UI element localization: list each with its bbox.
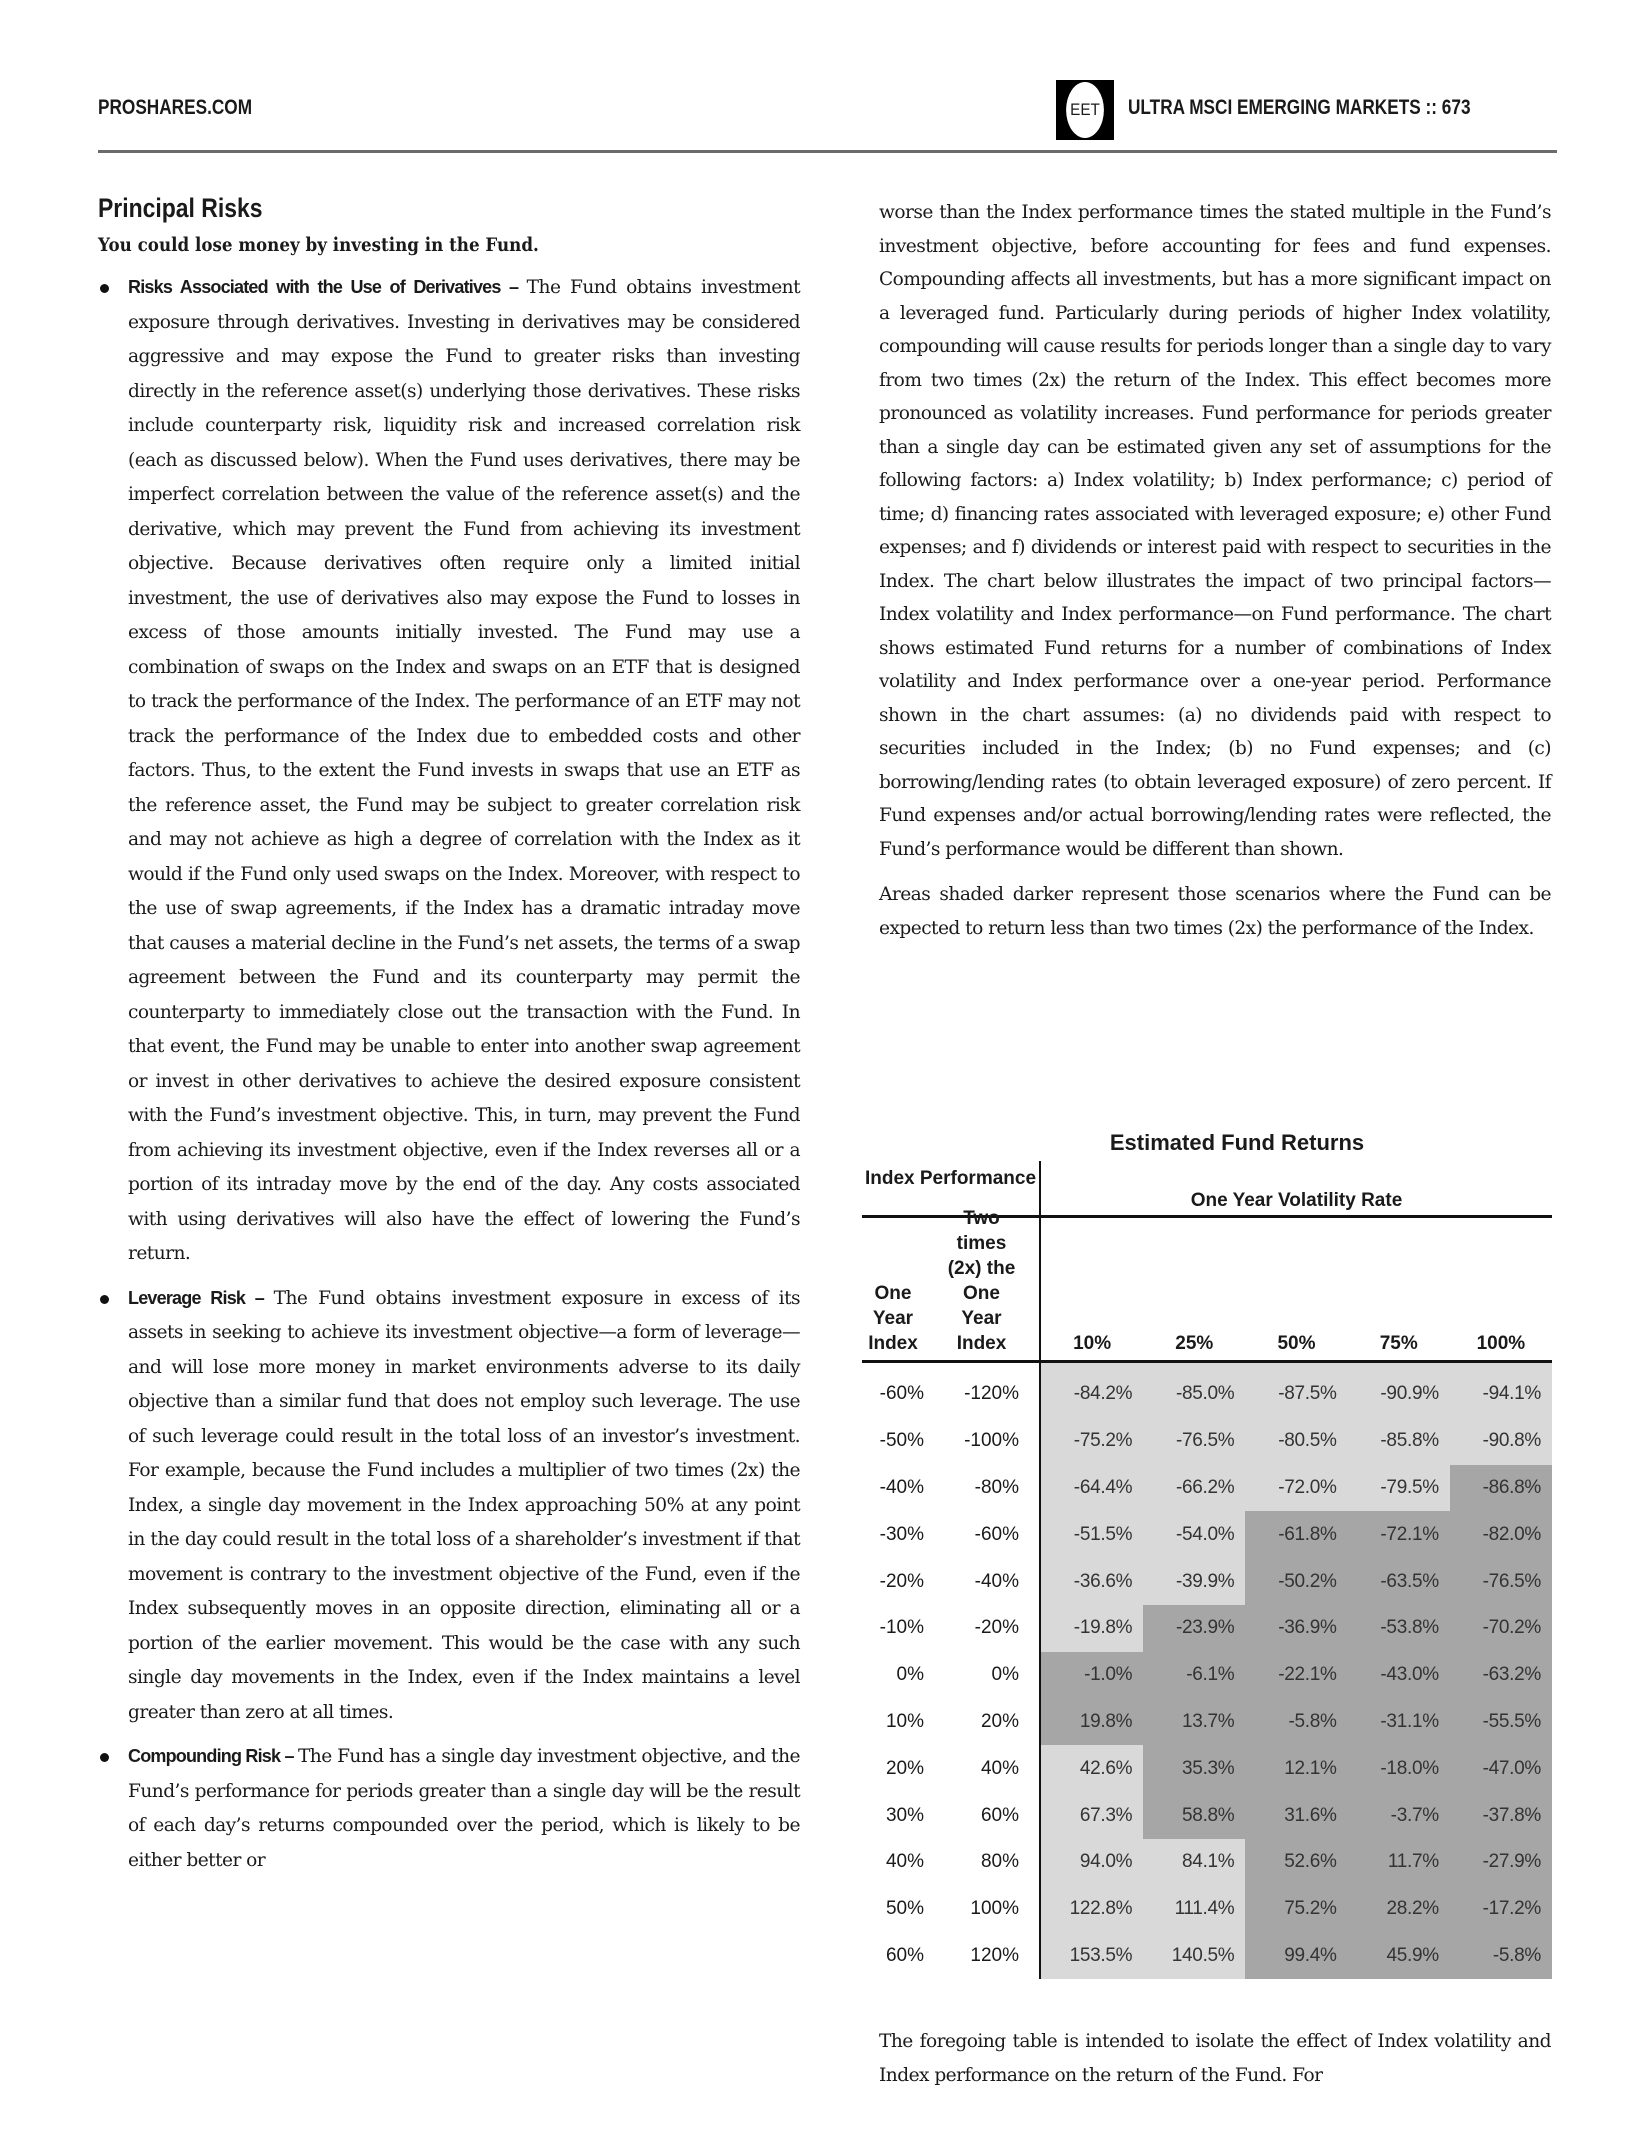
estimated-return-cell: 45.9% <box>1348 1933 1450 1980</box>
col-header-line: One <box>874 1283 912 1304</box>
compounding-paragraph: worse than the Index performance times the stated multiple in the Fund’s investment objective, before accounting for fees and fund expenses. Compounding affects all investments, but has a more significant impact on a leveraged fund. Particularly during periods of higher Index volatility, compounding will cause results for periods longer than a single day to vary from two times (2x) the return of the Index. This effect becomes more pronounced as volatility increases. Fund performance for periods greater than a single day can be estimated given any set of assumptions for the following factors: a) Index volatility; b) Index performance; c) period of time; d) financing rates associated with leveraged exposure; e) other Fund expenses; and f) dividends or interest paid with respect to securities in the Index. The chart below illustrates the impact of two principal factors—Index volatility and Index performance—on Fund performance. The chart shows estimated Fund returns for a number of combinations of Index volatility and Index performance over a one-year period. Performance shown in the chart assumes: (a) no dividends paid with respect to securities included in the Index; (b) no Fund expenses; and (c) borrowing/lending rates (to obtain leveraged exposure) of zero percent. If Fund expenses and/or actual borrowing/lending rates were reflected, the Fund’s performance would be different than shown. <box>879 202 1551 860</box>
estimated-return-cell: -64.4% <box>1041 1465 1143 1512</box>
one-year-index-cell: 0% <box>896 1664 924 1686</box>
table-row <box>862 1933 1552 1980</box>
col-header-line: Year <box>872 1308 914 1329</box>
col-header-vol-75: 75% <box>1379 1333 1418 1354</box>
estimated-return-cell: -31.1% <box>1348 1699 1450 1746</box>
estimated-return-cell: -3.7% <box>1348 1792 1450 1839</box>
estimated-return-cell: -47.0% <box>1450 1745 1552 1792</box>
one-year-index-cell: -60% <box>879 1383 924 1405</box>
estimated-return-cell: -27.9% <box>1450 1839 1552 1886</box>
two-times-index-cell: 100% <box>924 1886 1041 1933</box>
one-year-index-cell: -10% <box>879 1617 924 1639</box>
left-column <box>98 190 800 1887</box>
risk-item-derivatives <box>98 270 800 1271</box>
section-subtitle: You could lose money by investing in the Fund. <box>98 234 539 256</box>
table-row <box>862 1371 1552 1418</box>
estimated-return-cell: -75.2% <box>1041 1418 1143 1465</box>
one-year-index-cell: 60% <box>885 1944 924 1966</box>
col-header-vol-10: 10% <box>1073 1333 1112 1354</box>
estimated-return-cell: -76.5% <box>1143 1418 1245 1465</box>
two-times-index-cell: -20% <box>924 1605 1041 1652</box>
estimated-return-cell: 58.8% <box>1143 1792 1245 1839</box>
estimated-return-cell: 28.2% <box>1348 1886 1450 1933</box>
col-header-vol-100: 100% <box>1476 1333 1526 1354</box>
estimated-return-cell: -80.5% <box>1245 1418 1347 1465</box>
estimated-return-cell: -53.8% <box>1348 1605 1450 1652</box>
risk-dash: – <box>245 1287 274 1308</box>
table-column-headers <box>862 1208 1552 1363</box>
two-times-index-cell: 0% <box>924 1652 1041 1699</box>
table-row <box>862 1792 1552 1839</box>
table-row <box>862 1652 1552 1699</box>
estimated-return-cell: -86.8% <box>1450 1465 1552 1512</box>
one-year-index-cell: -20% <box>879 1570 924 1592</box>
risk-heading: Leverage Risk <box>128 1287 246 1308</box>
bullet-icon <box>100 284 109 293</box>
col-header-one-year-index <box>862 1281 924 1360</box>
estimated-return-cell: -5.8% <box>1450 1933 1552 1980</box>
two-times-index-cell: 80% <box>924 1839 1041 1886</box>
table-row <box>862 1511 1552 1558</box>
estimated-return-cell: -19.8% <box>1041 1605 1143 1652</box>
estimated-return-cell: 140.5% <box>1143 1933 1245 1980</box>
one-year-index-cell: -50% <box>879 1430 924 1452</box>
risk-item-leverage <box>98 1281 800 1730</box>
risk-dash: – <box>500 277 527 297</box>
risk-dash: – <box>280 1746 298 1766</box>
estimated-return-cell: -43.0% <box>1348 1652 1450 1699</box>
risk-text: The Fund has a single day investment objective, and the Fund’s performance for periods greater than a single day will be the result of each day’s returns compounded over the period, which is likely to be either better or <box>128 1746 800 1871</box>
col-header-line: Two <box>963 1208 1000 1229</box>
table-row <box>862 1699 1552 1746</box>
table-row <box>862 1745 1552 1792</box>
estimated-return-cell: -90.9% <box>1348 1371 1450 1418</box>
one-year-index-cell: 10% <box>885 1710 924 1732</box>
estimated-return-cell: -66.2% <box>1143 1465 1245 1512</box>
estimated-return-cell: -72.1% <box>1348 1511 1450 1558</box>
estimated-return-cell: -85.8% <box>1348 1418 1450 1465</box>
estimated-returns-table <box>862 1125 1552 1979</box>
estimated-return-cell: -36.9% <box>1245 1605 1347 1652</box>
estimated-return-cell: -63.5% <box>1348 1558 1450 1605</box>
shading-note: Areas shaded darker represent those scenarios where the Fund can be expected to return less than two times (2x) the performance of the Index. <box>879 884 1551 939</box>
risk-text: The Fund obtains investment exposure through derivatives. Investing in derivatives may be considered aggressive and may expose the Fund to greater risks than investing directly in the reference asset(s) underlying those derivatives. These risks include counterparty risk, liquidity risk and increased correlation risk (each as discussed below). When the Fund uses derivatives, there may be imperfect correlation between the value of the reference asset(s) and the derivative, which may prevent the Fund from achieving its investment objective. Because derivatives often require only a limited initial investment, the use of derivatives also may expose the Fund to losses in excess of those amounts initially invested. The Fund may use a combination of swaps on the Index and swaps on an ETF that is designed to track the performance of the Index. The performance of an ETF may not track the performance of the Index due to embedded costs and other factors. Thus, to the extent the Fund invests in swaps that use an ETF as the reference asset, the Fund may be subject to greater correlation risk and may not achieve as high a degree of correlation with the Index as it would if the Fund only used swaps on the Index. Moreover, with respect to the use of swap agreements, if the Index has a dramatic intraday move that causes a material decline in the Fund’s net assets, the terms of a swap agreement between the Fund and its counterparty may permit the counterparty to immediately close out the transaction with the Fund. In that event, the Fund may be unable to enter into another swap agreement or invest in other derivatives to achieve the desired exposure consistent with the Fund’s investment objective. This, in turn, may prevent the Fund from achieving its investment objective, even if the Index reverses all or a portion of its intraday move by the end of the day. Any costs associated with using derivatives will also have the effect of lowering the Fund’s return. <box>128 277 800 1264</box>
table-top-padding <box>862 1363 1552 1371</box>
header-divider <box>98 150 1557 153</box>
risk-text: The Fund obtains investment exposure in excess of its assets in seeking to achieve its investment objective—a form of leverage—and will lose more money in market environments adverse to its daily objective than a similar fund that does not employ such leverage. The use of such leverage could result in the total loss of an investor’s investment. For example, because the Fund includes a multiplier of two times (2x) the Index, a single day movement in the Index approaching 50% at any point in the day could result in the total loss of a shareholder’s investment if that movement is contrary to the investment objective of the Fund, even if the Index subsequently moves in an opposite direction, eliminating all or a portion of the earlier movement. This would be the case with any such single day movements in the Index, even if the Index maintains a level greater than zero at all times. <box>128 1287 800 1723</box>
estimated-return-cell: -61.8% <box>1245 1511 1347 1558</box>
two-times-index-cell: 20% <box>924 1699 1041 1746</box>
one-year-index-cell: 20% <box>885 1757 924 1779</box>
estimated-return-cell: -6.1% <box>1143 1652 1245 1699</box>
header-separator: :: <box>1425 96 1438 119</box>
col-header-line: Index <box>868 1333 918 1354</box>
estimated-return-cell: -76.5% <box>1450 1558 1552 1605</box>
estimated-return-cell: -23.9% <box>1143 1605 1245 1652</box>
estimated-return-cell: -50.2% <box>1245 1558 1347 1605</box>
right-column <box>879 196 1551 957</box>
estimated-return-cell: -55.5% <box>1450 1699 1552 1746</box>
estimated-return-cell: 13.7% <box>1143 1699 1245 1746</box>
ticker-symbol: EET <box>1066 82 1104 138</box>
estimated-return-cell: 52.6% <box>1245 1839 1347 1886</box>
estimated-return-cell: -18.0% <box>1348 1745 1450 1792</box>
col-header-line: Index <box>956 1333 1007 1354</box>
one-year-index-cell: -40% <box>879 1476 924 1498</box>
estimated-return-cell: -87.5% <box>1245 1371 1347 1418</box>
volatility-rate-header: One Year Volatility Rate <box>1190 1190 1403 1211</box>
two-times-index-cell: -80% <box>924 1465 1041 1512</box>
estimated-return-cell: 153.5% <box>1041 1933 1143 1980</box>
estimated-return-cell: -72.0% <box>1245 1465 1347 1512</box>
table-row <box>862 1558 1552 1605</box>
ticker-badge <box>1056 80 1114 140</box>
estimated-return-cell: 42.6% <box>1041 1745 1143 1792</box>
estimated-return-cell: -82.0% <box>1450 1511 1552 1558</box>
estimated-return-cell: -17.2% <box>1450 1886 1552 1933</box>
table-row <box>862 1839 1552 1886</box>
table-row <box>862 1605 1552 1652</box>
estimated-return-cell: -94.1% <box>1450 1371 1552 1418</box>
site-name: PROSHARES.COM <box>98 96 253 119</box>
estimated-return-cell: 35.3% <box>1143 1745 1245 1792</box>
estimated-return-cell: -39.9% <box>1143 1558 1245 1605</box>
estimated-return-cell: 67.3% <box>1041 1792 1143 1839</box>
estimated-return-cell: 31.6% <box>1245 1792 1347 1839</box>
estimated-return-cell: -1.0% <box>1041 1652 1143 1699</box>
risk-heading: Compounding Risk <box>128 1746 281 1766</box>
table-body <box>862 1371 1552 1979</box>
risk-heading: Risks Associated with the Use of Derivatives <box>128 277 501 297</box>
col-header-line: times <box>956 1233 1007 1254</box>
col-header-vol-50: 50% <box>1277 1333 1316 1354</box>
col-header-two-times-index <box>924 1208 1041 1360</box>
estimated-return-cell: -22.1% <box>1245 1652 1347 1699</box>
estimated-return-cell: -63.2% <box>1450 1652 1552 1699</box>
estimated-return-cell: 94.0% <box>1041 1839 1143 1886</box>
estimated-return-cell: -70.2% <box>1450 1605 1552 1652</box>
col-header-line: (2x) the <box>947 1258 1016 1279</box>
estimated-return-cell: 75.2% <box>1245 1886 1347 1933</box>
bullet-icon <box>100 1295 109 1304</box>
one-year-index-cell: 50% <box>885 1898 924 1920</box>
estimated-return-cell: -85.0% <box>1143 1371 1245 1418</box>
estimated-return-cell: -5.8% <box>1245 1699 1347 1746</box>
estimated-return-cell: 122.8% <box>1041 1886 1143 1933</box>
two-times-index-cell: -120% <box>924 1371 1041 1418</box>
two-times-index-cell: -40% <box>924 1558 1041 1605</box>
two-times-index-cell: 60% <box>924 1792 1041 1839</box>
table-row <box>862 1418 1552 1465</box>
col-header-line: Year <box>961 1308 1002 1329</box>
estimated-return-cell: 99.4% <box>1245 1933 1347 1980</box>
one-year-index-cell: -30% <box>879 1523 924 1545</box>
closing-paragraph: The foregoing table is intended to isolate the effect of Index volatility and Index performance on the return of the Fund. For <box>879 2031 1551 2086</box>
table-row <box>862 1465 1552 1512</box>
fund-title <box>1128 96 1471 120</box>
two-times-index-cell: 120% <box>924 1933 1041 1980</box>
estimated-return-cell: -51.5% <box>1041 1511 1143 1558</box>
estimated-return-cell: -54.0% <box>1143 1511 1245 1558</box>
two-times-index-cell: -60% <box>924 1511 1041 1558</box>
estimated-return-cell: -36.6% <box>1041 1558 1143 1605</box>
section-title: Principal Risks <box>98 193 263 223</box>
bullet-icon <box>100 1753 109 1762</box>
col-header-line: One <box>963 1283 1000 1304</box>
estimated-return-cell: -90.8% <box>1450 1418 1552 1465</box>
estimated-return-cell: 12.1% <box>1245 1745 1347 1792</box>
estimated-return-cell: 19.8% <box>1041 1699 1143 1746</box>
index-performance-header: Index Performance <box>862 1161 1041 1215</box>
page-number: 673 <box>1441 96 1471 119</box>
two-times-index-cell: -100% <box>924 1418 1041 1465</box>
estimated-return-cell: 111.4% <box>1143 1886 1245 1933</box>
one-year-index-cell: 30% <box>885 1804 924 1826</box>
one-year-index-cell: 40% <box>885 1851 924 1873</box>
estimated-return-cell: 84.1% <box>1143 1839 1245 1886</box>
table-title: Estimated Fund Returns <box>1109 1130 1365 1155</box>
fund-name: ULTRA MSCI EMERGING MARKETS <box>1128 96 1421 119</box>
estimated-return-cell: -37.8% <box>1450 1792 1552 1839</box>
page-header <box>98 80 1554 152</box>
two-times-index-cell: 40% <box>924 1745 1041 1792</box>
estimated-return-cell: -79.5% <box>1348 1465 1450 1512</box>
col-header-vol-25: 25% <box>1175 1333 1214 1354</box>
estimated-return-cell: -84.2% <box>1041 1371 1143 1418</box>
risk-list <box>98 270 800 1877</box>
risk-item-compounding <box>98 1739 800 1877</box>
estimated-return-cell: 11.7% <box>1348 1839 1450 1886</box>
table-row <box>862 1886 1552 1933</box>
